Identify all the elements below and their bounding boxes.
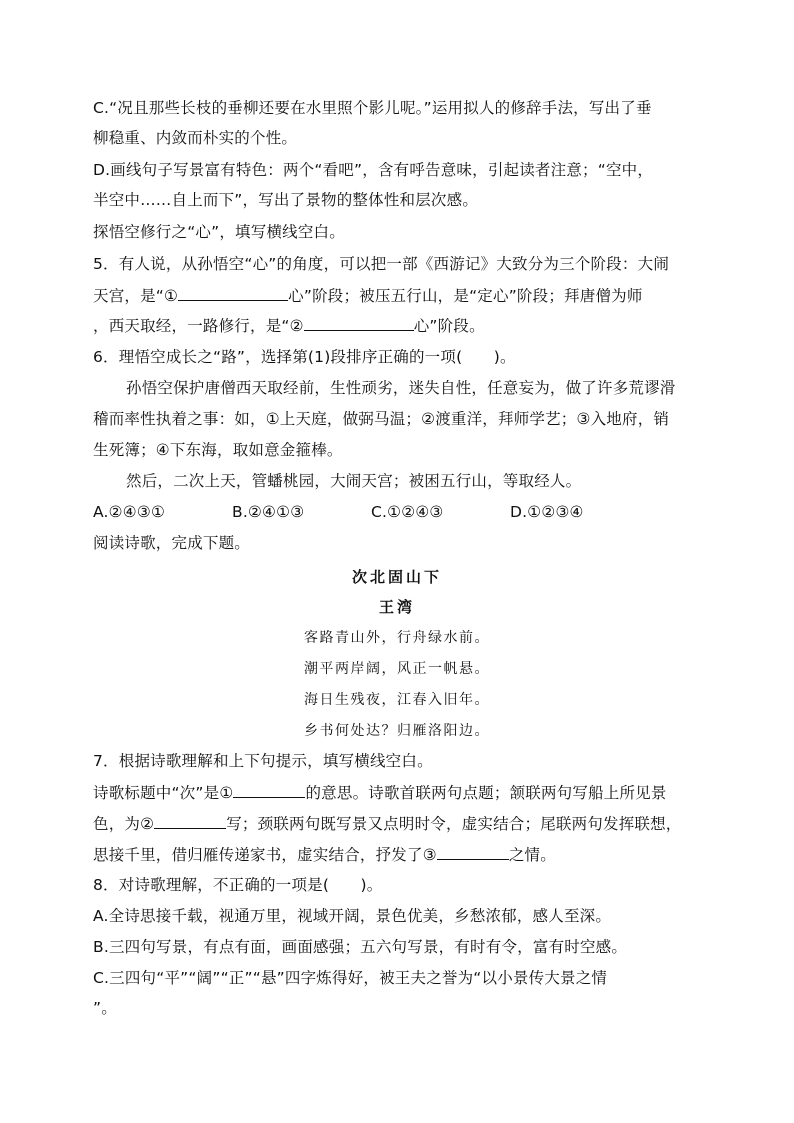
- question-7-text: 写；颈联两句既写景又点明时令，虚实结合；尾联两句发挥联想，: [226, 815, 682, 833]
- option-d[interactable]: D.①②③④: [510, 503, 584, 521]
- question-7-text: 之情。: [508, 846, 556, 864]
- answer-blank-3[interactable]: [233, 782, 305, 798]
- question-5-text: ，西天取经，一路修行，是“②: [93, 317, 304, 335]
- option-c-line-1: C.“况且那些长枝的垂柳还要在水里照个影儿呢。”运用拟人的修辞手法，写出了垂: [93, 99, 652, 117]
- question-7-line-2: [93, 782, 705, 803]
- question-7-text: 思接千里，借归雁传递家书，虚实结合，抒发了③: [93, 846, 437, 864]
- question-6-passage-3: 生死簿；④下东海，取如意金箍棒。: [93, 441, 343, 459]
- poem-author: 王湾: [378, 598, 415, 616]
- question-6-line-1: 6．理悟空成长之“路”，选择第(1)段排序正确的一项( )。: [93, 348, 516, 366]
- section-heading-xin: 探悟空修行之“心”，填写横线空白。: [93, 223, 345, 241]
- question-7-text: 的意思。诗歌首联两句点题；颔联两句写船上所见景: [305, 784, 667, 802]
- question-7-line-4: [93, 844, 705, 865]
- question-8-option-c-line-1[interactable]: C.三四句“平”“阔”“正”“悬”四字炼得好，被王夫之誉为“以小景传大景之情: [93, 969, 608, 987]
- question-6-passage-4: 然后，二次上天，管蟠桃园，大闹天宫；被困五行山，等取经人。: [126, 472, 582, 490]
- question-8-option-b[interactable]: B.三四句写景，有点有面，画面感强；五六句写景，有时有令，富有时空感。: [93, 938, 628, 956]
- option-b[interactable]: B.②④①③: [232, 503, 305, 521]
- poem-title: 次北固山下: [351, 568, 442, 586]
- option-d-line-2: 半空中……自上而下”，写出了景物的整体性和层次感。: [93, 191, 479, 209]
- option-a[interactable]: A.②④③①: [93, 503, 166, 521]
- poem-line-3: 海日生残夜，江春入旧年。: [304, 692, 490, 708]
- option-c[interactable]: C.①②④③: [371, 503, 444, 521]
- question-5-line-3: [93, 315, 705, 336]
- read-poem-instruction: 阅读诗歌，完成下题。: [93, 534, 251, 552]
- question-5-line-1: 5．有人说，从孙悟空“心”的角度，可以把一部《西游记》大致分为三个阶段：大闹: [93, 255, 670, 273]
- question-7-text: 诗歌标题中“次”是①: [93, 784, 234, 802]
- question-8-option-c-line-2: ”。: [93, 999, 117, 1017]
- question-6-passage-1: 孙悟空保护唐僧西天取经前，生性顽劣，迷失自性，任意妄为，做了许多荒谬滑: [126, 379, 676, 397]
- question-7-line-1: 7．根据诗歌理解和上下句提示，填写横线空白。: [93, 752, 433, 770]
- poem-line-1: 客路青山外，行舟绿水前。: [304, 630, 490, 646]
- question-7-text: 色，为②: [93, 815, 155, 833]
- question-6-passage-2: 稽而率性执着之事：如，①上天庭，做弼马温；②渡重洋，拜师学艺；③入地府，销: [93, 410, 670, 428]
- question-8-option-a[interactable]: A.全诗思接千载，视通万里，视域开阔，景色优美，乡愁浓郁，感人至深。: [93, 907, 612, 925]
- answer-blank-4[interactable]: [154, 813, 226, 829]
- option-d-line-1: D.画线句子写景富有特色：两个“看吧”，含有呼告意味，引起读者注意；“空中，: [93, 161, 654, 179]
- question-7-line-3: [93, 813, 705, 834]
- question-5-line-2: [93, 285, 705, 306]
- option-c-line-2: 柳稳重、内敛而朴实的个性。: [93, 129, 298, 147]
- answer-blank-2[interactable]: [304, 315, 414, 331]
- question-8-line-1: 8．对诗歌理解，不正确的一项是( )。: [93, 876, 383, 894]
- poem-line-4: 乡书何处达？归雁洛阳边。: [304, 723, 490, 739]
- poem-line-2: 潮平两岸阔，风正一帆悬。: [304, 661, 490, 677]
- question-5-text: 心”阶段；被压五行山，是“定心”阶段；拜唐僧为师: [288, 287, 643, 305]
- question-5-text: 天宫，是“①: [93, 287, 179, 305]
- answer-blank-1[interactable]: [178, 285, 288, 301]
- answer-blank-5[interactable]: [437, 844, 509, 860]
- question-5-text: 心”阶段。: [413, 317, 485, 335]
